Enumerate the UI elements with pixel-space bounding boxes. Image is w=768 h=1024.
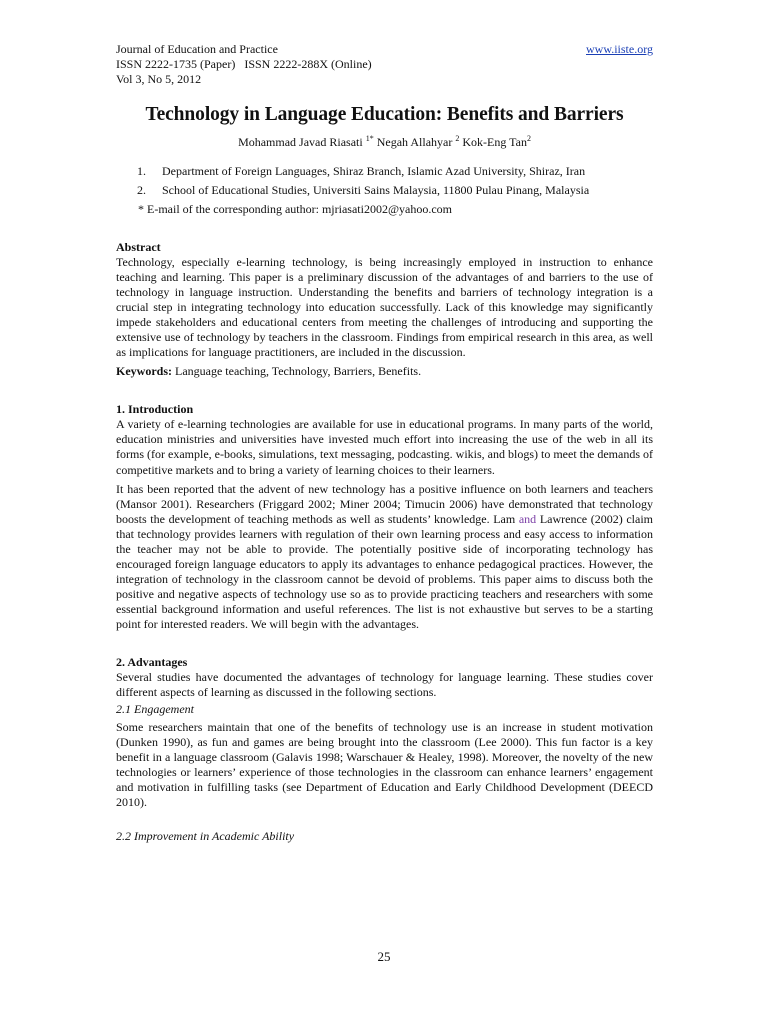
paragraph-text: Lawrence (2002) claim that technology provides learners with regulation of their own learning process and easy access to information the teacher may not be able to provide. The potentially positive side of incorporating technology has encouraged foreign language educators to apply its advantages to enhance pedagogical practices. However, the integration of technology in the classroom cannot be devoid of problems. This paper aims to discuss both the positive and negative aspects of technology use so as to provide practicing teachers and researchers with some essential background information and useful references. The list is not exhaustive but serves to be a starting point for interested readers. We will begin with the advantages. bbox=[116, 511, 654, 631]
introduction-paragraph-1: A variety of e-learning technologies are available for use in educational programs. In many parts of the world, education ministries and universities have invested much effort into increasing the use of the web in all its forms (for example, e-books, simulations, text messaging, podcasting. wikis, and blogs) to meet the demands of competitive markets and to bring a variety of learning choices to their learners. bbox=[116, 417, 653, 477]
advantages-paragraph-2: Some researchers maintain that one of the benefits of technology use is an increase in student motivation (Dunken 1990), as fun and games are being brought into the classroom (Lee 2000). This fun factor is a key benefit in a language classroom (Galavis 1998; Warschauer & Healey, 1998). Moreover, the novelty of the new technologies or learners’ experience of those technologies in the classroom can enhance learners’ engagement and motivation in fulfilling tasks (see Department of Education and Early Childhood Development (DEECD 2010). bbox=[116, 720, 653, 810]
keywords-line bbox=[116, 364, 653, 379]
affiliation-item bbox=[137, 162, 653, 181]
advantages-paragraph-1: Several studies have documented the advantages of technology for language learning. These studies cover different aspects of learning as discussed in the following sections. bbox=[116, 670, 653, 700]
abstract-heading: Abstract bbox=[116, 240, 161, 254]
author-name: Mohammad Javad Riasati bbox=[238, 135, 363, 149]
abstract-section bbox=[116, 240, 653, 379]
author-affiliation-marker: 2 bbox=[455, 134, 460, 143]
author-list bbox=[116, 135, 653, 150]
advantages-heading: 2. Advantages bbox=[116, 655, 188, 670]
journal-issn: ISSN 2222-1735 (Paper) ISSN 2222-288X (Online) bbox=[116, 57, 372, 71]
keywords-label: Keywords: bbox=[116, 364, 172, 379]
author-affiliation-marker: 1* bbox=[365, 134, 374, 143]
journal-volume: Vol 3, No 5, 2012 bbox=[116, 72, 202, 86]
affiliations bbox=[116, 162, 653, 219]
introduction-section bbox=[116, 402, 653, 632]
affiliation-text: School of Educational Studies, Universiti Sains Malaysia, 11800 Pulau Pinang, Malaysia bbox=[162, 183, 590, 197]
subsection-heading-academic-ability: 2.2 Improvement in Academic Ability bbox=[116, 829, 295, 844]
highlighted-word: and bbox=[518, 511, 537, 526]
journal-website-link[interactable]: www.iiste.org bbox=[586, 42, 653, 56]
author-name: Negah Allahyar bbox=[376, 135, 453, 149]
journal-name: Journal of Education and Practice bbox=[116, 42, 278, 56]
advantages-section bbox=[116, 655, 653, 844]
subsection-heading-engagement: 2.1 Engagement bbox=[116, 702, 194, 717]
paper-title: Technology in Language Education: Benefits and Barriers bbox=[145, 104, 624, 125]
affiliation-number: 1. bbox=[137, 164, 146, 178]
affiliation-text: Department of Foreign Languages, Shiraz Branch, Islamic Azad University, Shiraz, Iran bbox=[162, 164, 586, 178]
corresponding-author-note: * E-mail of the corresponding author: mjriasati2002@yahoo.com bbox=[138, 202, 452, 216]
keywords-text: Language teaching, Technology, Barriers, Benefits. bbox=[175, 364, 422, 379]
affiliation-number: 2. bbox=[137, 183, 146, 197]
introduction-paragraph-2 bbox=[116, 482, 653, 632]
affiliation-item bbox=[137, 181, 653, 200]
author-name: Kok-Eng Tan bbox=[462, 135, 527, 149]
paragraph-text: It has been reported that the advent of new technology has a positive influence on both learners and teachers (Mansor 2001). Researchers (Friggard 2002; Miner 2004; Timucin 2006) have demonstrated that technology boosts the development of teaching methods as well as students’ knowledge. Lam bbox=[116, 481, 653, 526]
page-number: 25 bbox=[377, 949, 391, 964]
author-affiliation-marker: 2 bbox=[526, 134, 531, 143]
abstract-text: Technology, especially e-learning technology, is being increasingly employed in instruction to enhance teaching and learning. This paper is a preliminary discussion of the advantages of and barriers to the use of technology in language instruction. Understanding the benefits and barriers of technology integration is a crucial step in integrating technology into education successfully. Lack of this knowledge may significantly impede stakeholders and educational centers from meeting the challenges of introducing and supporting the extensive use of technology by teachers in the classroom. Findings from empirical research in this area, as well as implications for language practitioners, are included in the discussion. bbox=[116, 255, 653, 360]
introduction-heading: 1. Introduction bbox=[116, 402, 194, 417]
journal-header bbox=[116, 42, 653, 87]
